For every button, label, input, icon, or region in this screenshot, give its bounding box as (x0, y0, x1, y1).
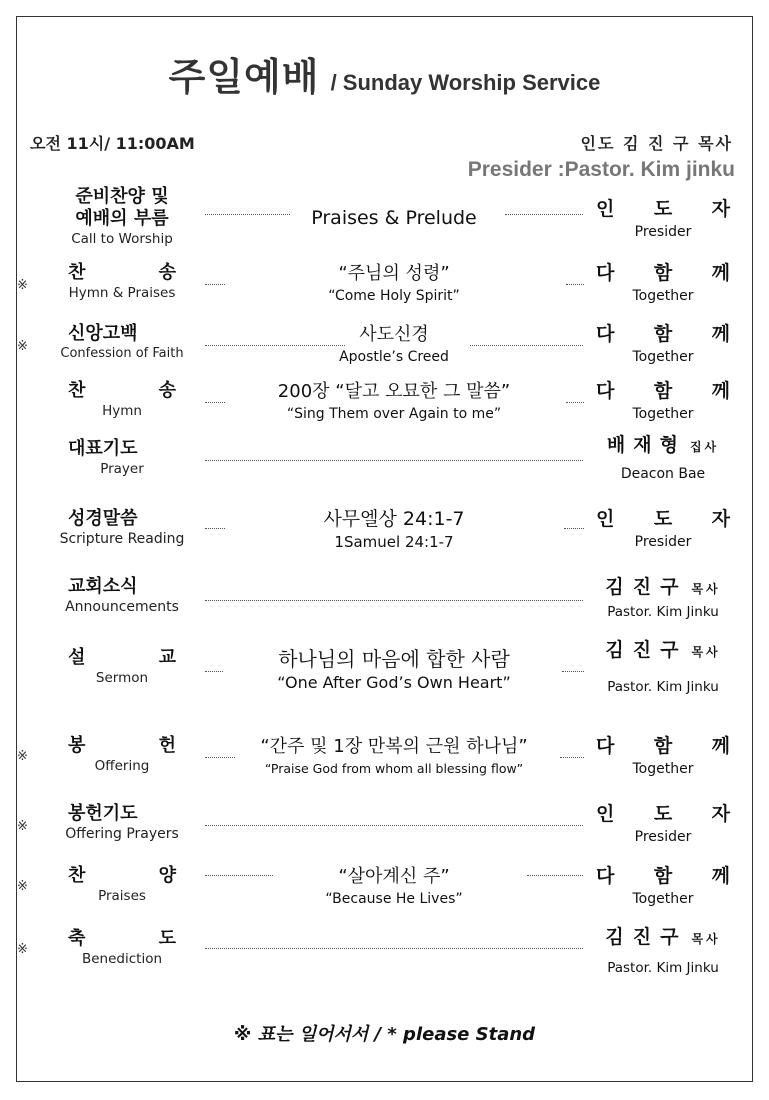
item-leader-english: Presider (634, 534, 692, 550)
item-leader-english: Pastor. Kim Jinku (607, 679, 719, 695)
item-content-subtitle: Apostle’s Creed (339, 349, 449, 365)
dotted-leader (562, 671, 584, 672)
leader-title: 목사 (691, 645, 721, 659)
item-leader-korean (592, 432, 734, 460)
item-content (200, 262, 588, 306)
item-leader-english: Together (632, 761, 694, 777)
item-label-korean: 축 도 (68, 928, 176, 949)
item-leader (592, 432, 734, 484)
dotted-leader (205, 825, 583, 826)
item-label (52, 186, 192, 248)
item-label (52, 508, 192, 548)
stand-mark: ※ (17, 749, 28, 764)
dotted-leader (470, 345, 583, 346)
item-leader (592, 321, 734, 367)
item-label-korean: 봉헌기도 (68, 803, 138, 824)
dotted-leader (205, 948, 583, 949)
dotted-leader (505, 214, 583, 215)
item-label-korean-line1: 준비찬양 및 (75, 186, 169, 207)
item-content-subtitle: “One After God’s Own Heart” (277, 673, 511, 692)
stand-mark: ※ (17, 942, 28, 957)
item-label-english: Benediction (81, 951, 163, 967)
item-leader-english: Pastor. Kim Jinku (607, 960, 719, 976)
item-label (52, 438, 192, 478)
dotted-leader (560, 757, 584, 758)
item-leader-english: Together (632, 349, 694, 365)
item-leader (592, 196, 734, 242)
item-label-english: Hymn & Praises (68, 285, 176, 301)
presider-korean: 인도 김 진 구 목사 (580, 134, 733, 153)
item-content (200, 865, 588, 909)
item-label (52, 865, 192, 905)
item-label-english: Praises (98, 888, 146, 904)
item-leader (592, 506, 734, 552)
item-leader-korean: 인 도 자 (596, 803, 730, 825)
item-label-korean: 교회소식 (68, 576, 138, 597)
leader-title: 집사 (689, 440, 720, 454)
dotted-leader (205, 600, 583, 601)
item-label-english: Confession of Faith (60, 346, 184, 361)
item-leader-korean (592, 574, 734, 602)
item-label (52, 928, 192, 968)
item-leader-english: Pastor. Kim Jinku (607, 604, 719, 620)
item-label-english: Call to Worship (71, 231, 173, 247)
item-label-english: Offering (94, 758, 150, 774)
item-leader-english: Together (632, 406, 694, 422)
item-content-title: Praises & Prelude (311, 207, 477, 229)
item-leader (592, 637, 734, 697)
leader-name: 배재형 (606, 434, 686, 456)
leader-title: 목사 (691, 932, 721, 946)
dotted-leader (566, 402, 584, 403)
item-label-korean: 봉 헌 (68, 735, 176, 756)
stand-mark: ※ (17, 278, 28, 293)
item-content (200, 380, 588, 424)
item-leader-korean: 인 도 자 (596, 508, 730, 530)
item-leader-korean: 다 함 께 (596, 380, 730, 402)
item-content-subtitle: “Come Holy Spirit” (328, 288, 460, 304)
stand-note: ※ 표는 일어서서 / * please Stand (233, 1024, 536, 1045)
item-content-title: 사무엘상 24:1-7 (323, 508, 465, 530)
service-time: 오전 11시/ 11:00AM (30, 134, 195, 153)
leader-name: 김진구 (605, 576, 688, 598)
item-label (52, 323, 192, 363)
item-content-subtitle: “Praise God from whom all blessing flow” (264, 761, 524, 776)
title-english: / Sunday Worship Service (330, 70, 601, 95)
item-label (52, 735, 192, 775)
item-label-english: Prayer (100, 461, 144, 477)
title-korean: 주일예배 (168, 55, 320, 99)
item-leader-english: Together (632, 891, 694, 907)
item-label (52, 576, 192, 616)
item-content (200, 645, 588, 693)
item-leader (592, 260, 734, 306)
item-leader (592, 863, 734, 909)
item-leader-english: Deacon Bae (620, 466, 706, 482)
item-label-korean: 찬 양 (68, 865, 176, 886)
item-label-korean-line2: 예배의 부름 (75, 208, 169, 229)
leader-name: 김진구 (605, 926, 688, 948)
item-label-english: Hymn (102, 403, 142, 419)
item-leader-korean: 인 도 자 (596, 198, 730, 220)
item-leader-korean: 다 함 께 (596, 323, 730, 345)
item-content (200, 506, 588, 552)
item-label-korean: 성경말씀 (68, 508, 138, 529)
leader-name: 김진구 (605, 639, 688, 661)
stand-mark: ※ (17, 819, 28, 834)
item-content-title: “주님의 성령” (338, 263, 450, 284)
item-leader-korean (592, 637, 734, 665)
item-label-korean: 찬 송 (68, 380, 176, 401)
item-content-subtitle: 1Samuel 24:1-7 (334, 533, 454, 551)
stand-mark: ※ (17, 339, 28, 354)
item-label-english: Scripture Reading (59, 531, 185, 547)
dotted-leader (205, 460, 583, 461)
item-leader (592, 733, 734, 779)
leader-title: 목사 (691, 582, 721, 596)
item-leader (592, 924, 734, 978)
item-leader-english: Presider (634, 829, 692, 845)
stand-mark: ※ (17, 879, 28, 894)
item-label (52, 803, 192, 843)
dotted-leader (566, 284, 584, 285)
item-content-title: 200장 “달고 오묘한 그 말씀” (277, 381, 511, 402)
item-label-korean: 설 교 (68, 647, 176, 668)
presider-english: Presider :Pastor. Kim jinku (467, 158, 735, 181)
item-content-title: “간주 및 1장 만복의 근원 하나님” (260, 736, 528, 757)
item-label-english: Offering Prayers (65, 826, 179, 842)
item-leader (592, 378, 734, 424)
item-label-korean: 신앙고백 (68, 323, 138, 344)
item-content (200, 735, 588, 779)
item-label-korean: 대표기도 (68, 438, 138, 459)
item-leader (592, 574, 734, 622)
item-label (52, 262, 192, 302)
item-leader (592, 801, 734, 847)
item-content-subtitle: “Sing Them over Again to me” (286, 406, 502, 422)
item-content-title: 하나님의 마음에 합한 사람 (278, 647, 510, 671)
dotted-leader (564, 528, 584, 529)
item-label (52, 647, 192, 687)
item-label (52, 380, 192, 420)
item-leader-english: Together (632, 288, 694, 304)
item-content-title: “살아계신 주” (338, 866, 450, 887)
item-label-english: Sermon (95, 670, 149, 686)
page-title (0, 46, 769, 101)
item-label-korean: 찬 송 (68, 262, 176, 283)
item-content-subtitle: “Because He Lives” (325, 891, 463, 907)
item-leader-korean: 다 함 께 (596, 865, 730, 887)
item-leader-korean (592, 924, 734, 952)
item-content (200, 206, 588, 230)
item-leader-english: Presider (634, 224, 692, 240)
item-content-title: 사도신경 (359, 324, 429, 345)
item-leader-korean: 다 함 께 (596, 735, 730, 757)
dotted-leader (527, 875, 583, 876)
item-leader-korean: 다 함 께 (596, 262, 730, 284)
item-label-english: Announcements (65, 599, 179, 615)
